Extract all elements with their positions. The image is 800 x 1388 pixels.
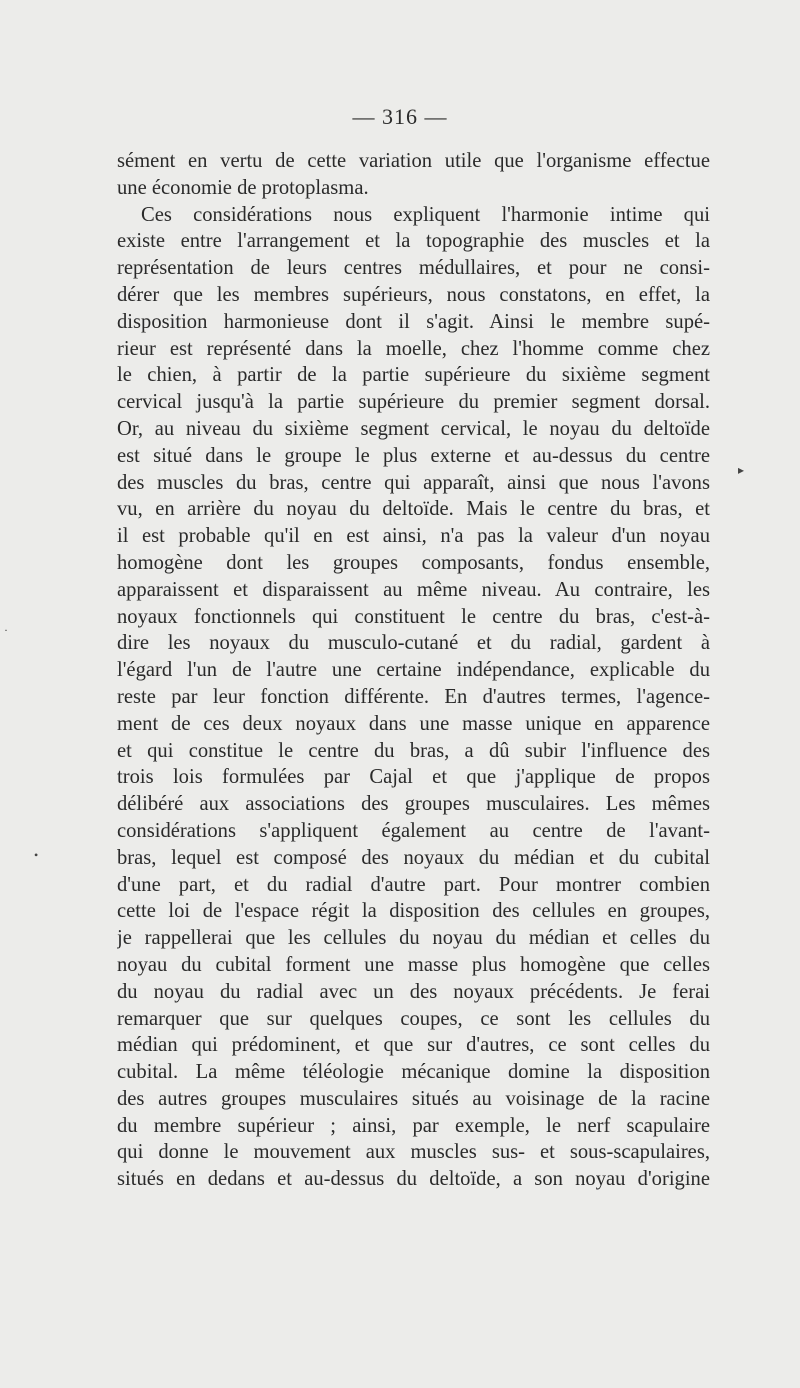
margin-dot: •: [34, 848, 39, 862]
text-line: représentation de leurs centres médullaires, et pour ne consi-: [117, 257, 710, 280]
text-line: je rappellerai que les cellules du noyau du médian et celles du: [117, 927, 710, 950]
text-line: dire les noyaux du musculo-cutané et du radial, gardent à: [117, 632, 710, 655]
text-line: cervical jusqu'à la partie supérieure du premier segment dorsal.: [117, 391, 710, 414]
text-line: reste par leur fonction différente. En d'autres termes, l'agence-: [117, 685, 710, 708]
margin-dot: ·: [4, 623, 8, 637]
body-text: [117, 148, 710, 1193]
text-line: considérations s'appliquent également au centre de l'avant-: [117, 819, 710, 842]
text-line: rieur est représenté dans la moelle, chez l'homme comme chez: [117, 337, 710, 360]
text-line: bras, lequel est composé des noyaux du médian et du cubital: [117, 846, 710, 869]
text-line: des muscles du bras, centre qui apparaît, ainsi que nous l'avons: [117, 471, 710, 494]
text-line: médian qui prédominent, et que sur d'autres, ce sont celles du: [117, 1034, 710, 1057]
text-line: remarquer que sur quelques coupes, ce sont les cellules du: [117, 1007, 710, 1030]
text-line: noyaux fonctionnels qui constituent le centre du bras, c'est-à-: [117, 605, 710, 628]
text-line: Or, au niveau du sixième segment cervical, le noyau du deltoïde: [117, 417, 710, 440]
text-line: cubital. La même téléologie mécanique domine la disposition: [117, 1061, 710, 1084]
text-line: existe entre l'arrangement et la topographie des muscles et la: [117, 230, 710, 253]
text-line: Ces considérations nous expliquent l'harmonie intime qui: [141, 203, 710, 226]
text-line: du membre supérieur ; ainsi, par exemple, le nerf scapulaire: [117, 1114, 710, 1137]
text-line: noyau du cubital forment une masse plus homogène que celles: [117, 953, 710, 976]
text-line: situés en dedans et au-dessus du deltoïde, a son noyau d'origine: [117, 1168, 710, 1191]
text-line: d'une part, et du radial d'autre part. Pour montrer combien: [117, 873, 710, 896]
text-line: qui donne le mouvement aux muscles sus- et sous-scapulaires,: [117, 1141, 710, 1164]
text-line: est situé dans le groupe le plus externe et au-dessus du centre: [117, 444, 710, 467]
text-line: ment de ces deux noyaux dans une masse unique en apparence: [117, 712, 710, 735]
text-line: des autres groupes musculaires situés au voisinage de la racine: [117, 1087, 710, 1110]
text-line: il est probable qu'il en est ainsi, n'a pas la valeur d'un noyau: [117, 525, 710, 548]
text-line: dérer que les membres supérieurs, nous constatons, en effet, la: [117, 283, 710, 306]
text-line: une économie de protoplasma.: [117, 176, 369, 199]
text-line: sément en vertu de cette variation utile que l'organisme effectue: [117, 150, 710, 172]
page-number: — 316 —: [352, 104, 448, 129]
text-line: apparaissent et disparaissent au même niveau. Au contraire, les: [117, 578, 710, 601]
text-line: du noyau du radial avec un des noyaux précédents. Je ferai: [117, 980, 710, 1003]
text-line: vu, en arrière du noyau du deltoïde. Mais le centre du bras, et: [117, 498, 710, 521]
margin-mark: ▸: [738, 463, 745, 477]
text-line: délibéré aux associations des groupes musculaires. Les mêmes: [117, 793, 710, 816]
text-line: disposition harmonieuse dont il s'agit. Ainsi le membre supé-: [117, 310, 710, 333]
text-line: le chien, à partir de la partie supérieure du sixième segment: [117, 364, 710, 387]
text-line: et qui constitue le centre du bras, a dû subir l'influence des: [117, 739, 710, 762]
text-line: homogène dont les groupes composants, fondus ensemble,: [117, 551, 710, 574]
text-line: l'égard l'un de l'autre une certaine indépendance, explicable du: [117, 659, 710, 682]
text-line: trois lois formulées par Cajal et que j'applique de propos: [117, 766, 710, 789]
text-line: cette loi de l'espace régit la disposition des cellules en groupes,: [117, 900, 710, 923]
